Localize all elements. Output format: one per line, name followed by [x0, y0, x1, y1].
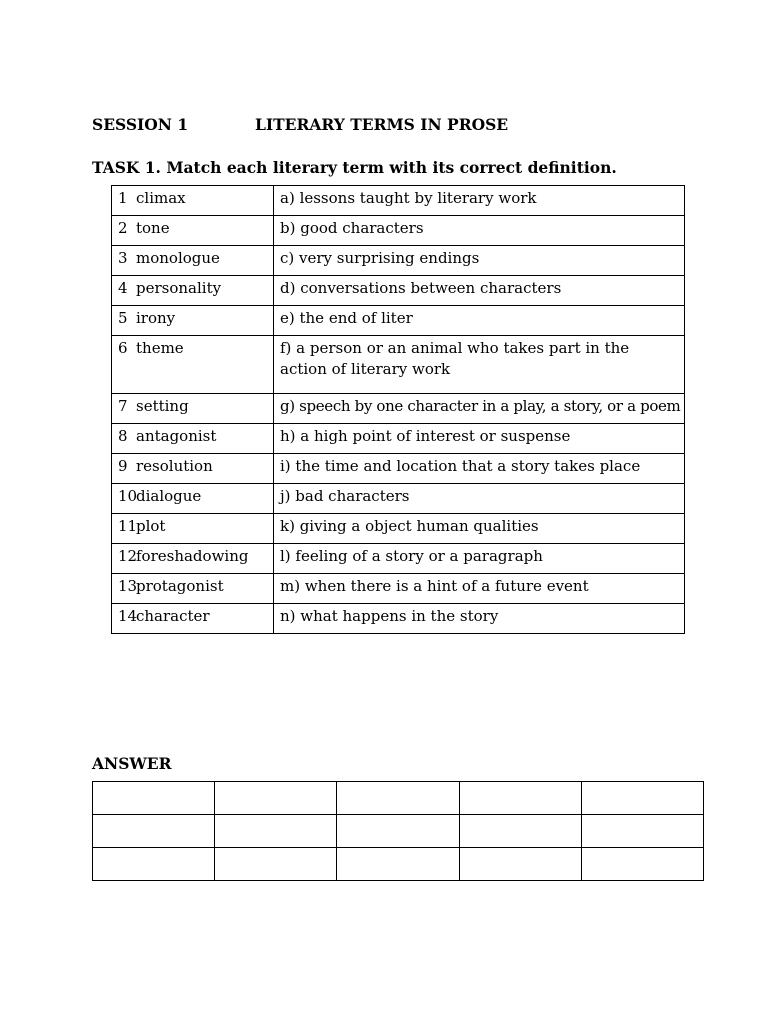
answer-cell[interactable] — [215, 782, 337, 815]
term-number: 13 — [118, 577, 138, 595]
answer-cell[interactable] — [459, 848, 581, 881]
term-cell — [112, 336, 274, 394]
answer-row — [93, 782, 704, 815]
answer-row — [93, 815, 704, 848]
term-cell — [112, 246, 274, 276]
terms-table — [111, 185, 685, 634]
table-row — [112, 484, 685, 514]
term-label: plot — [136, 517, 166, 535]
session-header — [92, 115, 509, 134]
term-number: 7 — [118, 397, 128, 415]
table-row — [112, 306, 685, 336]
term-label: monologue — [136, 249, 220, 267]
definition-cell: i) the time and location that a story takes place — [274, 454, 685, 484]
definition-cell: m) when there is a hint of a future event — [274, 574, 685, 604]
answer-cell[interactable] — [93, 782, 215, 815]
answer-cell[interactable] — [215, 815, 337, 848]
term-label: climax — [136, 189, 186, 207]
term-number: 5 — [118, 309, 128, 327]
answer-cell[interactable] — [581, 815, 703, 848]
definition-cell: k) giving a object human qualities — [274, 514, 685, 544]
answer-cell[interactable] — [337, 782, 459, 815]
answer-cell[interactable] — [93, 848, 215, 881]
term-cell — [112, 454, 274, 484]
session-number: SESSION 1 — [92, 115, 189, 134]
term-cell — [112, 424, 274, 454]
term-number: 1 — [118, 189, 128, 207]
answer-row — [93, 848, 704, 881]
term-number: 2 — [118, 219, 128, 237]
table-row — [112, 514, 685, 544]
term-cell — [112, 544, 274, 574]
answer-grid — [92, 781, 704, 881]
term-label: irony — [136, 309, 176, 327]
definition-cell: h) a high point of interest or suspense — [274, 424, 685, 454]
term-cell — [112, 514, 274, 544]
term-label: antagonist — [136, 427, 217, 445]
table-row — [112, 336, 685, 394]
answer-cell[interactable] — [459, 815, 581, 848]
term-cell — [112, 306, 274, 336]
term-label: resolution — [136, 457, 213, 475]
term-number: 9 — [118, 457, 128, 475]
term-cell — [112, 604, 274, 634]
definition-cell: g) speech by one character in a play, a story, or a poem — [274, 394, 685, 424]
table-row — [112, 216, 685, 246]
definition-cell: b) good characters — [274, 216, 685, 246]
table-row — [112, 544, 685, 574]
table-row — [112, 246, 685, 276]
answer-cell[interactable] — [337, 815, 459, 848]
answer-heading: ANSWER — [92, 754, 172, 773]
term-cell — [112, 394, 274, 424]
term-number: 6 — [118, 339, 128, 357]
term-number: 10 — [118, 487, 138, 505]
table-row — [112, 454, 685, 484]
term-label: theme — [136, 339, 184, 357]
definition-cell: c) very surprising endings — [274, 246, 685, 276]
table-row — [112, 574, 685, 604]
term-number: 14 — [118, 607, 138, 625]
page-title: LITERARY TERMS IN PROSE — [255, 115, 509, 134]
table-row — [112, 186, 685, 216]
term-number: 4 — [118, 279, 128, 297]
table-row — [112, 276, 685, 306]
term-label: protagonist — [136, 577, 224, 595]
task-instruction: TASK 1. Match each literary term with its correct definition. — [92, 158, 617, 177]
term-label: foreshadowing — [136, 547, 249, 565]
definition-cell: l) feeling of a story or a paragraph — [274, 544, 685, 574]
term-label: character — [136, 607, 210, 625]
term-number: 3 — [118, 249, 128, 267]
answer-cell[interactable] — [337, 848, 459, 881]
answer-cell[interactable] — [215, 848, 337, 881]
answer-cell[interactable] — [93, 815, 215, 848]
term-number: 12 — [118, 547, 138, 565]
answer-cell[interactable] — [459, 782, 581, 815]
table-row — [112, 394, 685, 424]
term-label: setting — [136, 397, 189, 415]
term-cell — [112, 186, 274, 216]
table-row — [112, 604, 685, 634]
definition-cell: f) a person or an animal who takes part in the action of literary work — [274, 336, 685, 394]
definition-cell: e) the end of liter — [274, 306, 685, 336]
term-cell — [112, 276, 274, 306]
answer-cell[interactable] — [581, 782, 703, 815]
term-cell — [112, 484, 274, 514]
definition-cell: d) conversations between characters — [274, 276, 685, 306]
term-label: tone — [136, 219, 170, 237]
term-label: dialogue — [136, 487, 202, 505]
definition-cell: a) lessons taught by literary work — [274, 186, 685, 216]
term-number: 11 — [118, 517, 138, 535]
term-label: personality — [136, 279, 222, 297]
definition-cell: j) bad characters — [274, 484, 685, 514]
term-number: 8 — [118, 427, 128, 445]
answer-cell[interactable] — [581, 848, 703, 881]
definition-cell: n) what happens in the story — [274, 604, 685, 634]
term-cell — [112, 216, 274, 246]
term-cell — [112, 574, 274, 604]
table-row — [112, 424, 685, 454]
